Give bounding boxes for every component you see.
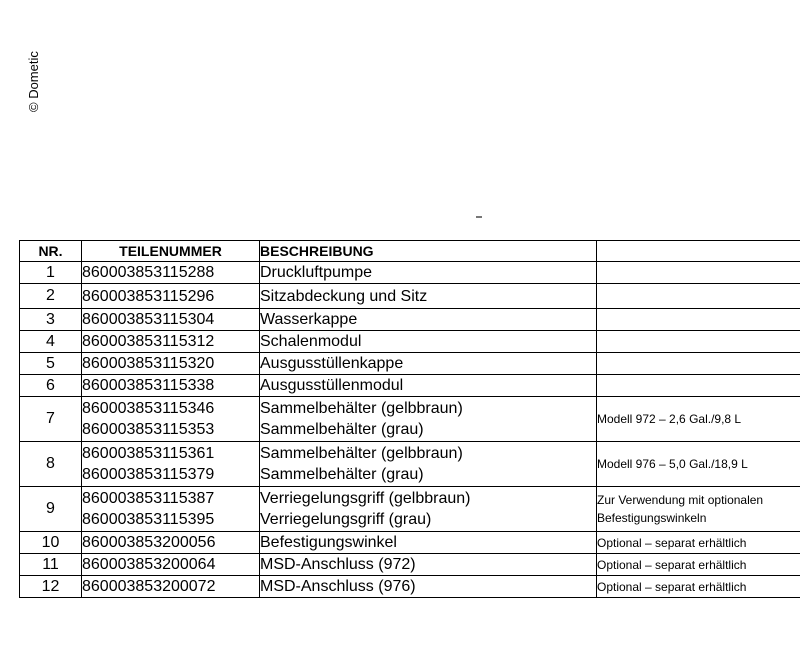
table-row bbox=[20, 397, 800, 442]
table-row bbox=[20, 442, 800, 487]
description: Verriegelungsgriff (gelbbraun) bbox=[260, 490, 471, 507]
note-cell bbox=[597, 331, 800, 353]
part-number-cell bbox=[82, 353, 260, 375]
note-cell bbox=[597, 442, 800, 487]
table-row bbox=[20, 576, 800, 598]
description-cell bbox=[260, 375, 597, 397]
description-cell bbox=[260, 309, 597, 331]
part-number-cell bbox=[82, 309, 260, 331]
part-number-cell bbox=[82, 375, 260, 397]
table-row bbox=[20, 331, 800, 353]
part-number-cell bbox=[82, 442, 260, 487]
part-number-cell bbox=[82, 397, 260, 442]
table-row bbox=[20, 262, 800, 284]
header-note bbox=[597, 241, 800, 262]
note-cell bbox=[597, 262, 800, 284]
description: MSD-Anschluss (976) bbox=[260, 578, 416, 595]
header-row bbox=[20, 241, 800, 262]
part-number-cell bbox=[82, 262, 260, 284]
part-number: 860003853115338 bbox=[82, 377, 215, 394]
part-number: 860003853200056 bbox=[82, 534, 216, 551]
row-number: 8 bbox=[20, 442, 82, 487]
description: Druckluftpumpe bbox=[260, 264, 373, 281]
description: Wasserkappe bbox=[260, 311, 358, 328]
part-number: 860003853115320 bbox=[82, 355, 215, 372]
table-row bbox=[20, 554, 800, 576]
part-number: 860003853115304 bbox=[82, 311, 215, 328]
table-row bbox=[20, 309, 800, 331]
note-text: Optional – separat erhältlich bbox=[597, 557, 747, 572]
note-text: Modell 976 – 5,0 Gal./18,9 L bbox=[597, 457, 748, 471]
description: Sammelbehälter (gelbbraun) bbox=[260, 400, 463, 417]
description: Ausgusstüllenkappe bbox=[260, 355, 404, 372]
description: Schalenmodul bbox=[260, 333, 362, 350]
description: Sitzabdeckung und Sitz bbox=[260, 287, 428, 305]
part-number: 860003853115353 bbox=[82, 421, 215, 438]
note-cell bbox=[597, 309, 800, 331]
part-number-cell bbox=[82, 554, 260, 576]
header-beschreibung: BESCHREIBUNG bbox=[260, 241, 597, 262]
note-text: Zur Verwendung mit optionalen bbox=[597, 493, 764, 507]
note-cell bbox=[597, 284, 800, 309]
note-cell bbox=[597, 576, 800, 598]
row-number: 6 bbox=[20, 375, 82, 397]
row-number: 2 bbox=[20, 284, 82, 309]
note-cell bbox=[597, 532, 800, 554]
header-teilenummer: TEILENUMMER bbox=[82, 241, 260, 262]
row-number: 9 bbox=[20, 487, 82, 532]
part-number-cell bbox=[82, 576, 260, 598]
part-number-cell bbox=[82, 487, 260, 532]
description-cell bbox=[260, 262, 597, 284]
description: Sammelbehälter (grau) bbox=[260, 466, 424, 483]
table-row bbox=[20, 375, 800, 397]
note-text: Modell 972 – 2,6 Gal./9,8 L bbox=[597, 412, 742, 426]
note-cell bbox=[597, 375, 800, 397]
part-number: 860003853115312 bbox=[82, 333, 215, 350]
table-row bbox=[20, 284, 800, 309]
part-number: 860003853115387 bbox=[82, 490, 215, 507]
part-number: 860003853200064 bbox=[82, 556, 216, 573]
part-number: 860003853115346 bbox=[82, 400, 215, 417]
description-cell bbox=[260, 554, 597, 576]
row-number: 5 bbox=[20, 353, 82, 375]
row-number: 7 bbox=[20, 397, 82, 442]
row-number: 10 bbox=[20, 532, 82, 554]
description: MSD-Anschluss (972) bbox=[260, 556, 416, 573]
part-number: 860003853115296 bbox=[82, 287, 215, 305]
description-cell bbox=[260, 442, 597, 487]
part-number-cell bbox=[82, 331, 260, 353]
part-number: 860003853115361 bbox=[82, 445, 215, 462]
part-number: 860003853115288 bbox=[82, 264, 215, 281]
row-number: 11 bbox=[20, 554, 82, 576]
table-row bbox=[20, 353, 800, 375]
description: Verriegelungsgriff (grau) bbox=[260, 511, 432, 528]
table-row bbox=[20, 487, 800, 532]
note-cell bbox=[597, 353, 800, 375]
part-number-cell bbox=[82, 284, 260, 309]
part-number: 860003853200072 bbox=[82, 578, 216, 595]
row-number: 3 bbox=[20, 309, 82, 331]
table-row bbox=[20, 532, 800, 554]
description: Ausgusstüllenmodul bbox=[260, 377, 404, 394]
note-text: Optional – separat erhältlich bbox=[597, 579, 747, 594]
note-text: Optional – separat erhältlich bbox=[597, 535, 747, 550]
description-cell bbox=[260, 397, 597, 442]
description-cell bbox=[260, 353, 597, 375]
parts-table bbox=[19, 240, 800, 598]
note-cell bbox=[597, 487, 800, 532]
description-cell bbox=[260, 576, 597, 598]
note-cell bbox=[597, 554, 800, 576]
row-number: 1 bbox=[20, 262, 82, 284]
note-cell bbox=[597, 397, 800, 442]
part-number: 860003853115379 bbox=[82, 466, 215, 483]
part-number: 860003853115395 bbox=[82, 511, 215, 528]
description-cell bbox=[260, 532, 597, 554]
description-cell bbox=[260, 331, 597, 353]
description: Sammelbehälter (gelbbraun) bbox=[260, 445, 463, 462]
note-text: Befestigungswinkeln bbox=[597, 511, 707, 525]
copyright-notice: © Dometic bbox=[26, 51, 41, 112]
description: Befestigungswinkel bbox=[260, 534, 397, 551]
decorative-mark bbox=[476, 216, 482, 218]
row-number: 4 bbox=[20, 331, 82, 353]
part-number-cell bbox=[82, 532, 260, 554]
description: Sammelbehälter (grau) bbox=[260, 421, 424, 438]
row-number: 12 bbox=[20, 576, 82, 598]
description-cell bbox=[260, 284, 597, 309]
header-nr: NR. bbox=[20, 241, 82, 262]
description-cell bbox=[260, 487, 597, 532]
